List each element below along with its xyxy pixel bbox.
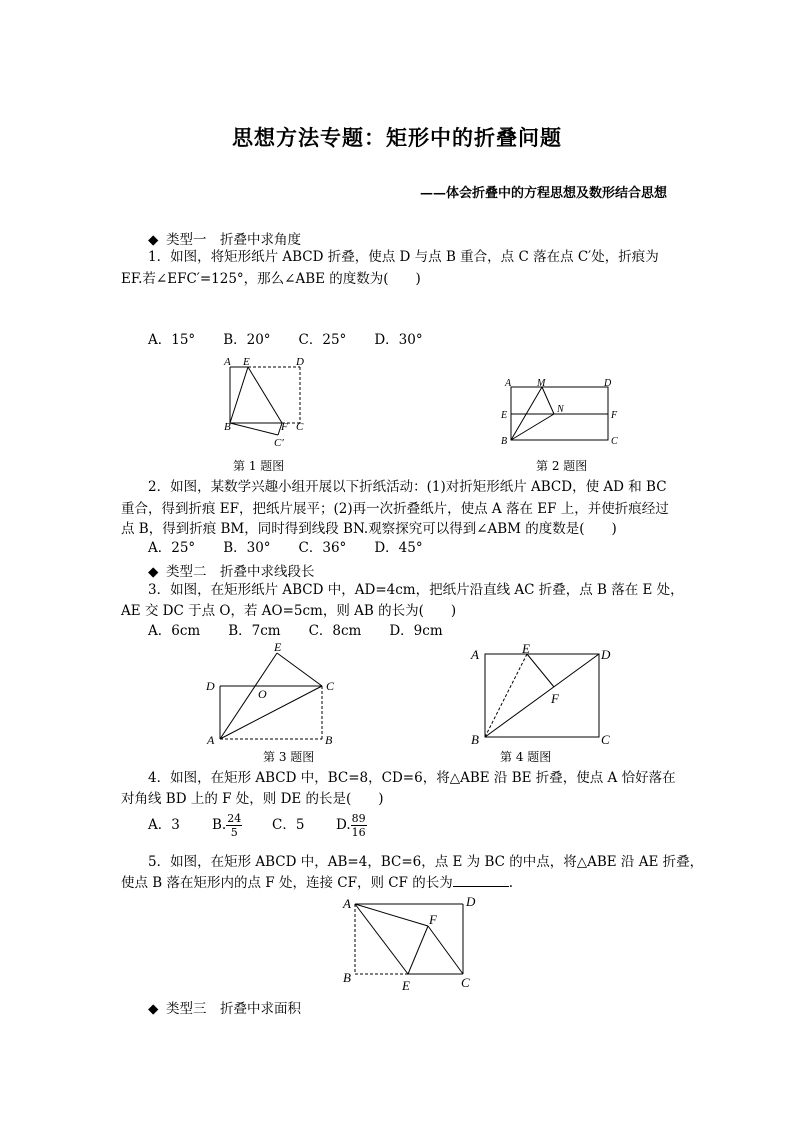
- page-title: 思想方法专题：矩形中的折叠问题: [232, 125, 562, 150]
- diamond-bullet-icon: ◆: [148, 1001, 159, 1017]
- fig5-label-c: C: [461, 975, 470, 990]
- fig3-line-ec: [277, 653, 322, 686]
- q3-option-c: C．8cm: [308, 623, 362, 639]
- figure-4: [465, 640, 620, 748]
- figure-1-caption: 第 1 题图: [233, 459, 285, 473]
- figure-2-caption: 第 2 题图: [536, 459, 588, 473]
- q1-option-a: A．15°: [148, 332, 196, 348]
- section-2-heading: [148, 560, 315, 580]
- fig2-label-f: F: [611, 410, 618, 421]
- q1-options: [148, 329, 451, 351]
- q3-option-d: D．9cm: [389, 623, 443, 639]
- fig3-label-d: D: [206, 679, 215, 693]
- q2-line-3: 点 B，得到折痕 BM，同时得到线段 BN.观察探究可以得到∠ABM 的度数是( ): [121, 521, 617, 537]
- fig4-label-f: F: [551, 691, 559, 706]
- fig5-line-fe: [408, 926, 428, 974]
- diamond-bullet-icon: ◆: [148, 232, 159, 248]
- q2-line-2: 重合，得到折痕 EF，把纸片展平；(2)再一次折叠纸片，使点 A 落在 EF 上，并使折痕经过: [121, 501, 669, 517]
- fig5-label-d: D: [466, 894, 476, 909]
- fig5-fold-ae: [355, 904, 408, 974]
- q1-line-2: EF.若∠EFC′=125°，那么∠ABE 的度数为( ): [121, 271, 421, 287]
- q4-line-1: 4．如图，在矩形 ABCD 中，BC=8，CD=6，将△ABE 沿 BE 折叠，使点 A 恰好落在: [148, 770, 676, 786]
- fig2-label-n: N: [557, 404, 564, 415]
- fig5-line-fc: [428, 926, 463, 974]
- q4-option-b-prefix: B.: [212, 817, 227, 833]
- fig3-line-ae: [220, 653, 277, 739]
- fig1-label-f: F: [281, 421, 288, 433]
- figure-2: [498, 376, 623, 448]
- fig5-label-b: B: [343, 970, 351, 985]
- q2-option-b: B．30°: [223, 540, 271, 556]
- q4-option-d: [336, 812, 367, 839]
- page-subtitle: ——体会折叠中的方程思想及数形结合思想: [419, 186, 667, 201]
- q3-line-1: 3．如图，在矩形纸片 ABCD 中，AD=4cm，把纸片沿直线 AC 折叠，点 B 落在 E 处，: [148, 582, 684, 598]
- q4-option-b-numerator: 24: [227, 812, 242, 825]
- fig4-label-d: D: [601, 647, 611, 662]
- fig5-label-f: F: [429, 912, 437, 927]
- diamond-bullet-icon: ◆: [148, 564, 159, 580]
- q1-option-b: B．20°: [223, 332, 271, 348]
- section-1-title: 类型一 折叠中求角度: [166, 232, 301, 248]
- fig3-label-e: E: [274, 640, 282, 654]
- fig2-label-m: M: [537, 378, 546, 389]
- fig3-label-a: A: [207, 733, 215, 747]
- fig1-fold-ef: [248, 367, 282, 423]
- figure-4-caption: 第 4 题图: [500, 750, 552, 764]
- q4-line-2: 对角线 BD 上的 F 处，则 DE 的长是( ): [121, 791, 384, 807]
- q5-line-2-end: .: [508, 875, 514, 891]
- q1-option-c: C．25°: [298, 332, 347, 348]
- figure-3: [200, 636, 345, 748]
- q4-options: [148, 812, 367, 839]
- fig1-label-e: E: [243, 356, 250, 368]
- fig1-label-d: D: [296, 356, 304, 368]
- fig4-label-b: B: [471, 732, 479, 747]
- q5-line-2: [121, 872, 513, 894]
- fig4-fold-be-dashed: [485, 654, 527, 737]
- q4-option-d-denominator: 16: [351, 826, 366, 839]
- q4-option-d-prefix: D.: [336, 817, 351, 833]
- fig3-label-b: B: [325, 733, 333, 747]
- q3-option-a: A．6cm: [148, 623, 201, 639]
- fig2-label-a: A: [505, 378, 512, 389]
- q5-line-1: 5．如图，在矩形 ABCD 中，AB=4，BC=6，点 E 为 BC 的中点，将△ABE 沿 AE 折叠，: [148, 854, 704, 870]
- fig4-label-a: A: [471, 647, 479, 662]
- q2-option-a: A．25°: [148, 540, 196, 556]
- figure-1: [215, 352, 320, 452]
- fig3-label-o: O: [258, 687, 267, 701]
- q4-option-c: C．5: [272, 817, 305, 833]
- fig1-label-a: A: [224, 356, 231, 368]
- fig5-label-a: A: [343, 896, 351, 911]
- fig2-line-mn: [542, 387, 554, 414]
- q1-line-1: 1．如图，将矩形纸片 ABCD 折叠，使点 D 与点 B 重合，点 C 落在点 C′处，折痕为: [148, 249, 659, 265]
- section-2-title: 类型二 折叠中求线段长: [166, 564, 315, 580]
- figure-3-caption: 第 3 题图: [263, 750, 315, 764]
- q4-option-b-denominator: 5: [230, 826, 238, 839]
- q4-option-b: [212, 812, 272, 839]
- q2-option-c: C．36°: [298, 540, 347, 556]
- q3-option-b: B．7cm: [228, 623, 281, 639]
- fig2-line-bn: [511, 414, 554, 440]
- fig4-diagonal-bd: [485, 654, 599, 737]
- fig1-label-c: C: [296, 421, 304, 433]
- fig4-label-e: E: [522, 641, 530, 656]
- q4-option-d-fraction: [351, 812, 367, 839]
- fig5-line-af: [355, 904, 428, 926]
- fig2-label-c: C: [611, 436, 618, 447]
- fig1-label-b: B: [224, 421, 231, 433]
- fig3-label-c: C: [326, 679, 335, 693]
- q5-answer-blank[interactable]: [453, 872, 509, 887]
- q4-option-d-numerator: 89: [351, 812, 366, 825]
- fig4-line-ef: [527, 654, 554, 687]
- section-3-title: 类型三 折叠中求面积: [166, 1001, 301, 1017]
- fig5-label-e: E: [402, 978, 410, 993]
- fig1-line-be: [230, 367, 248, 423]
- q4-option-b-fraction: [226, 812, 242, 839]
- fig2-label-b: B: [501, 436, 508, 447]
- figure-5: [340, 894, 485, 994]
- fig2-label-e: E: [501, 410, 508, 421]
- fig1-label-cprime: C′: [274, 437, 284, 449]
- fig4-label-c: C: [601, 732, 610, 747]
- q2-options: [148, 537, 451, 559]
- fig3-fold-ac: [220, 686, 322, 739]
- section-1-heading: [148, 228, 301, 248]
- q3-line-2: AE 交 DC 于点 O，若 AO=5cm，则 AB 的长为( ): [121, 603, 457, 619]
- q5-line-2-text: 使点 B 落在矩形内的点 F 处，连接 CF，则 CF 的长为: [121, 875, 453, 891]
- q2-line-1: 2．如图，某数学兴趣小组开展以下折纸活动：(1)对折矩形纸片 ABCD，使 AD 和 BC: [148, 479, 667, 495]
- fig2-label-d: D: [604, 378, 612, 389]
- q1-option-d: D．30°: [374, 332, 423, 348]
- q2-option-d: D．45°: [374, 540, 423, 556]
- section-3-heading: [148, 997, 301, 1017]
- q4-option-a: A．3: [148, 817, 180, 833]
- fig1-line-bcprime: [230, 423, 278, 435]
